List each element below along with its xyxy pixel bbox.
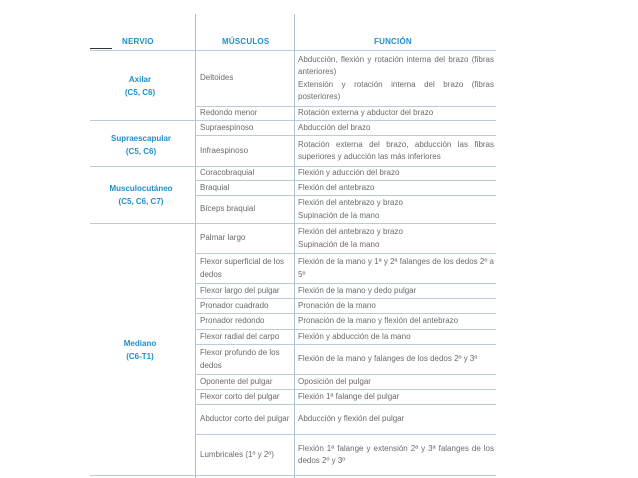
function-cell: [298, 107, 494, 120]
function-cell: [298, 181, 494, 195]
muscle-cell: [200, 375, 292, 389]
function-cell-text: Flexión de la mano y 1ª y 2ª falanges de los dedos 2º a 5º: [298, 257, 494, 279]
function-cell-text: Flexión de la mano y falanges de los dedos 2º y 3º: [298, 354, 478, 364]
muscle-cell-text: Pronador cuadrado: [200, 300, 269, 310]
function-cell-text: Abducción del brazo: [298, 122, 371, 132]
nerve-roots: (C5, C6): [124, 88, 156, 97]
function-cell-text: Abducción y flexión del pulgar: [298, 414, 405, 424]
nerve-roots: (C5, C6): [125, 147, 157, 156]
muscle-cell: [200, 284, 292, 298]
muscle-cell-text: Flexor superficial de los dedos: [200, 257, 285, 279]
function-cell-text: Extensión y rotación interna del brazo (fibras posteriores): [298, 79, 494, 101]
nerve-name: Mediano: [123, 339, 157, 348]
nerve-roots: (C6-T1): [126, 352, 154, 361]
muscle-cell-text: Abductor corto del pulgar: [200, 414, 290, 424]
function-cell-text: Flexión 1ª falange y extensión 2ª y 3ª falanges de los dedos 2º y 3º: [298, 443, 494, 465]
function-cell: [298, 390, 494, 404]
function-cell: [298, 299, 494, 313]
muscle-cell-text: Flexor radial del carpo: [200, 331, 280, 341]
muscle-cell: [200, 167, 292, 180]
header-funcion: FUNCIÓN: [374, 37, 412, 46]
function-cell-text: Flexión y abducción de la mano: [298, 331, 411, 341]
function-cell: [298, 136, 494, 166]
function-cell-text: Supinación de la mano: [298, 210, 380, 220]
function-cell: [298, 345, 494, 374]
muscle-cell: [200, 330, 292, 344]
function-cell-text: Flexión 1ª falange del pulgar: [298, 391, 400, 401]
muscle-cell: [200, 136, 292, 166]
nerve-name: Supraescapular: [110, 134, 172, 143]
function-cell-text: Supinación de la mano: [298, 239, 380, 249]
muscle-cell-text: Bíceps braquial: [200, 204, 256, 214]
function-cell: [298, 330, 494, 344]
function-cell-text: Flexión y aducción del brazo: [298, 168, 400, 178]
muscle-cell: [200, 254, 292, 283]
table-bottom-rule: [90, 475, 496, 476]
function-cell-text: Flexión del antebrazo y brazo: [298, 227, 403, 236]
nerve-roots: (C5, C6, C7): [118, 197, 164, 206]
nerve-mediano: [100, 337, 180, 363]
muscle-cell: [200, 51, 292, 106]
muscle-cell: [200, 181, 292, 195]
header-nervio: NERVIO: [122, 37, 154, 46]
muscle-cell-text: Coracobraquial: [200, 168, 255, 178]
header-musculos: MÚSCULOS: [222, 37, 270, 46]
muscle-cell-text: Braquial: [200, 182, 230, 192]
nerve-name: Axilar: [128, 75, 152, 84]
muscle-cell: [200, 299, 292, 313]
function-cell-text: Pronación de la mano y flexión del antebrazo: [298, 316, 459, 326]
function-cell: [298, 435, 494, 475]
muscle-cell-text: Lumbricales (1º y 2º): [200, 449, 274, 459]
muscle-cell-text: Pronador redondo: [200, 316, 265, 326]
muscle-cell-text: Flexor corto del pulgar: [200, 391, 280, 401]
muscle-cell-text: Flexor largo del pulgar: [200, 285, 280, 295]
muscle-cell: [200, 121, 292, 135]
muscle-cell: [200, 345, 292, 374]
nerve-axilar: [100, 73, 180, 99]
muscle-cell-text: Oponente del pulgar: [200, 376, 273, 386]
function-cell-text: Flexión del antebrazo: [298, 182, 375, 192]
nerve-musculocutaneo: [94, 182, 188, 208]
function-cell-text: Abducción, flexión y rotación interna del brazo (fibras anteriores): [298, 54, 494, 76]
function-cell: [298, 375, 494, 389]
function-cell: [298, 405, 494, 434]
muscle-cell-text: Infraespinoso: [200, 145, 249, 155]
function-cell-text: Rotación externa y abductor del brazo: [298, 108, 434, 118]
muscle-cell-text: Deltoides: [200, 73, 234, 83]
muscle-cell-text: Flexor profundo de los dedos: [200, 348, 280, 370]
muscle-cell: [200, 314, 292, 329]
muscle-cell-text: Redondo menor: [200, 108, 258, 118]
muscle-cell: [200, 390, 292, 404]
header-rule: [90, 48, 112, 49]
column-divider-1: [195, 14, 196, 478]
muscle-cell: [200, 405, 292, 434]
function-cell-text: Flexión del antebrazo y brazo: [298, 198, 403, 207]
function-cell: [298, 167, 494, 180]
function-cell-text: Oposición del pulgar: [298, 376, 371, 386]
nerve-name: Musculocutáneo: [109, 184, 173, 193]
function-cell: [298, 196, 494, 223]
nerve-supraescapular: [96, 132, 186, 158]
muscle-cell: [200, 224, 292, 253]
function-cell: [298, 284, 494, 298]
function-cell: [298, 254, 494, 283]
column-divider-2: [294, 14, 295, 478]
function-cell: [298, 121, 494, 135]
function-cell-text: Pronación de la mano: [298, 300, 376, 310]
muscle-cell: [200, 435, 292, 475]
muscle-cell: [200, 107, 292, 120]
muscle-cell: [200, 196, 292, 223]
muscle-cell-text: Supraespinoso: [200, 122, 254, 132]
function-cell: [298, 224, 494, 253]
function-cell: [298, 51, 494, 106]
muscle-cell-text: Palmar largo: [200, 233, 246, 243]
function-cell-text: Rotación externa del brazo, abducción las fibras superiores y aducción las más inferiores: [298, 139, 494, 161]
function-cell-text: Flexión de la mano y dedo pulgar: [298, 285, 417, 295]
function-cell: [298, 314, 494, 329]
